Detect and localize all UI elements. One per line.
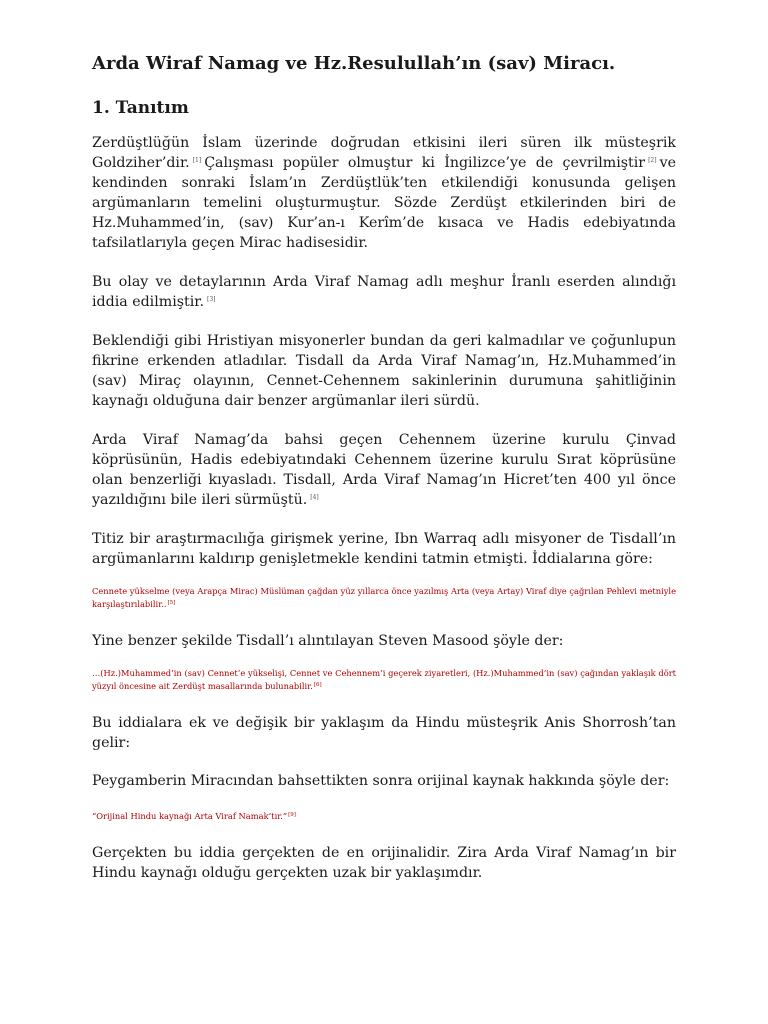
quote-masood bbox=[92, 667, 676, 693]
paragraph-missionaries: Beklendiği gibi Hristiyan misyonerler bundan da geri kalmadılar ve çoğunlupun fikrine erkenden atladılar. Tisdall da Arda Viraf Namag’ın, Hz.Muhammed’in (sav) Miraç olayının, Cennet-Cehennem sakinlerinin durumuna şahitliğinin kaynağı olduğuna dair benzer argümanlar ileri sürdü. bbox=[92, 333, 676, 410]
paragraph-source: Peygamberin Miracından bahsettikten sonra orijinal kaynak hakkında şöyle der: bbox=[92, 773, 670, 790]
footnote-ref-6[interactable]: [6] bbox=[313, 681, 322, 688]
quote-text: …(Hz.)Muhammed’in (sav) Cennet’e yükselişi, Cennet ve Cehennem’i geçerek ziyaretleri, (Hz.)Muhammed’in (sav) çağından yaklaşık dört yüzyıl öncesine ait Zerdüşt masallarında bulunabilir. bbox=[92, 668, 676, 692]
paragraph-masood: Yine benzer şekilde Tisdall’ı alıntılayan Steven Masood şöyle der: bbox=[92, 633, 564, 650]
section-heading: 1. Tanıtım bbox=[92, 98, 189, 119]
quote-shorrosh bbox=[92, 810, 676, 823]
paragraph-ibn-warraq: Titiz bir araştırmacılığa girişmek yerine, Ibn Warraq adlı misyoner de Tisdall’ın argümanlarını kaldırıp genişletmekle kendini tatmin etmişti. İddialarına göre: bbox=[92, 531, 676, 568]
quote-ibn-warraq bbox=[92, 585, 676, 611]
quote-text: Cennete yükselme (veya Arapça Mirac) Müslüman çağdan yüz yıllarca önce yazılmış Arta (veya Artay) Viraf diye çağrılan Pehlevi metniyle karşılaştırılabilir.. bbox=[92, 586, 676, 610]
paragraph-intro bbox=[92, 133, 676, 253]
quote-text: “Orijinal Hindu kaynağı Arta Viraf Namak’tır.” bbox=[92, 811, 288, 822]
document-title: Arda Wiraf Namag ve Hz.Resulullah’ın (sav) Miracı. bbox=[92, 53, 616, 74]
footnote-ref-5[interactable]: [5] bbox=[167, 599, 176, 606]
paragraph-text: Arda Viraf Namag’da bahsi geçen Cehennem üzerine kurulu Çinvad köprüsünün, Hadis edebiyatındaki Cehennem üzerine kurulu Sırat köprüsüne olan benzerliği kıyasladı. Tisdall, Arda Viraf Namag’ın Hicret’ten 400 yıl önce yazıldığını bile ileri sürmüştü. bbox=[92, 432, 676, 509]
footnote-ref-9[interactable]: [9] bbox=[288, 811, 296, 818]
footnote-ref-2[interactable]: [2] bbox=[648, 156, 657, 164]
paragraph-bridge bbox=[92, 430, 676, 510]
footnote-ref-4[interactable]: [4] bbox=[310, 493, 319, 501]
paragraph-claim bbox=[92, 272, 676, 312]
paragraph-shorrosh: Bu iddialara ek ve değişik bir yaklaşım da Hindu müsteşrik Anis Shorrosh’tan gelir: bbox=[92, 715, 676, 752]
paragraph-text: ve kendinden sonraki İslam’ın Zerdüştlük’ten etkilendiği konusunda gelişen argümanların temelini oluşturmuştur. Sözde Zerdüşt etkilerinden biri de Hz.Muhammed’in, (sav) Kur’an-ı Kerîm’de kısaca ve Hadis edebiyatında tafsilatlarıyla geçen Mirac hadisesidir. bbox=[92, 155, 676, 252]
paragraph-text: Çalışması popüler olmuştur ki İngilizce’ye de çevrilmiştir bbox=[204, 155, 646, 172]
footnote-ref-1[interactable]: [1] bbox=[192, 156, 202, 164]
paragraph-text: Zerdüştlüğün İslam üzerinde doğrudan etkisini ileri süren ilk müsteşrik Goldziher’dir. bbox=[92, 135, 676, 172]
paragraph-text: Bu olay ve detaylarının Arda Viraf Namag adlı meşhur İranlı eserden alındığı iddia edilmiştir. bbox=[92, 274, 676, 311]
footnote-ref-3[interactable]: [3] bbox=[207, 295, 216, 303]
paragraph-conclusion: Gerçekten bu iddia gerçekten de en orijinalidir. Zira Arda Viraf Namag’ın bir Hindu kaynağı olduğu gerçekten uzak bir yaklaşımdır. bbox=[92, 845, 676, 882]
